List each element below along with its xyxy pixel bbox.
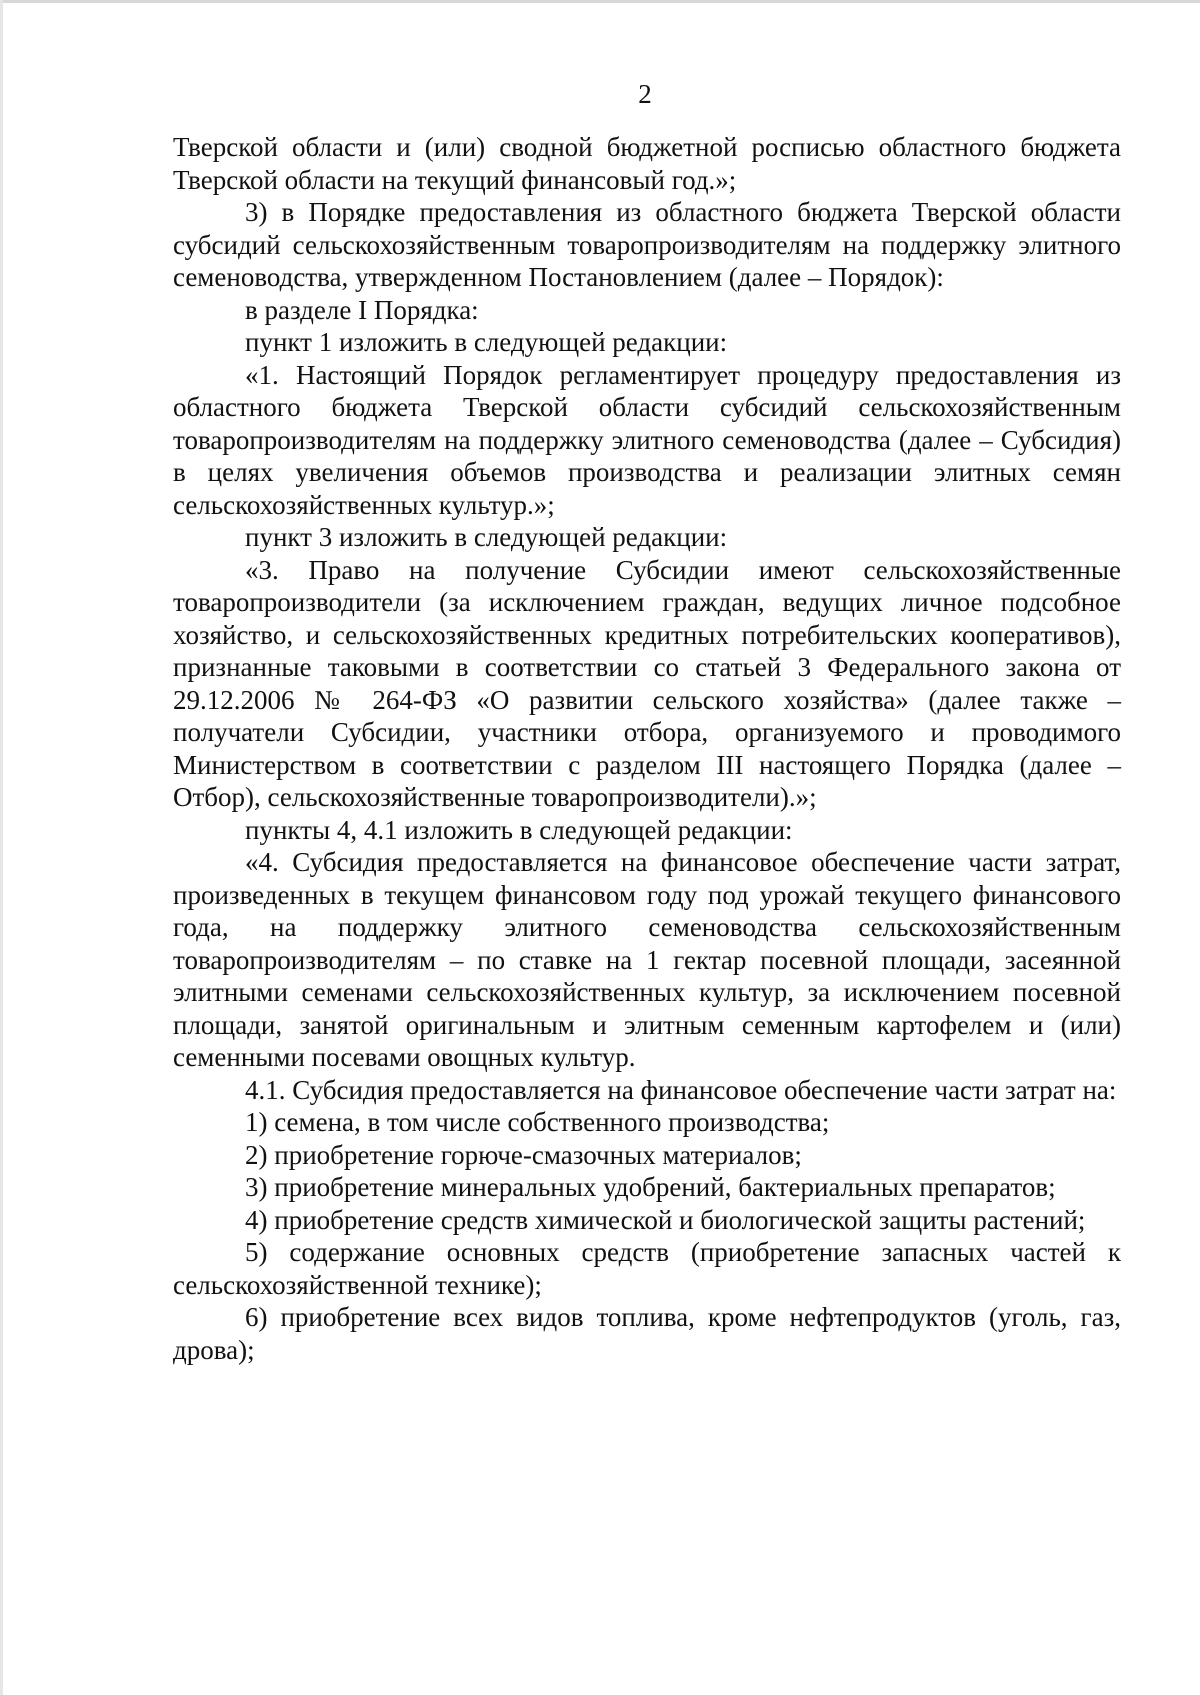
paragraph-section-heading: в разделе I Порядка:	[245, 294, 479, 325]
paragraph-point-1-intro: пункт 1 изложить в следующей редакции:	[245, 327, 728, 357]
page-number: 2	[638, 79, 652, 109]
scan-top-edge	[0, 0, 1200, 3]
paragraph-points-4-intro: пункты 4, 4.1 изложить в следующей редакции:	[245, 814, 793, 845]
list-item-6: 6) приобретение всех видов топлива, кроме нефтепродуктов (уголь, газ, дрова);	[173, 1302, 1121, 1365]
list-item-5: 5) содержание основных средств (приобретение запасных частей к сельскохозяйственной технике);	[173, 1237, 1121, 1300]
paragraph-point-3-text: «3. Право на получение Субсидии имеют сельскохозяйственные товаропроизводители (за исключением граждан, ведущих личное подсобное хозяйство, и сельскохозяйственных кредитных потребительских кооперативов), признанные таковыми в соответствии со статьей 3 Федерального закона от 29.12.2006 № 264-ФЗ «О развитии сельского хозяйства» (далее также – получатели Субсидии, участники отбора, организуемого и проводимого Министерством в соответствии с разделом III настоящего Порядка (далее – Отбор), сельскохозяйственные товаропроизводители).»;	[173, 554, 1121, 812]
paragraph-point-4-1-text: 4.1. Субсидия предоставляется на финансовое обеспечение части затрат на:	[245, 1074, 1117, 1105]
list-item-1: 1) семена, в том числе собственного производства;	[245, 1107, 830, 1137]
paragraph-continuation: Тверской области и (или) сводной бюджетной росписью областного бюджета Тверской области на текущий финансовый год.»;	[173, 132, 1121, 195]
list-item-2: 2) приобретение горюче-смазочных материалов;	[245, 1139, 802, 1170]
list-item-4: 4) приобретение средств химической и биологической защиты растений;	[245, 1204, 1086, 1235]
paragraph-point-1-text: «1. Настоящий Порядок регламентирует процедуру предоставления из областного бюджета Тверской области субсидий сельскохозяйственным товаропроизводителям на поддержку элитного семеноводства (далее – Субсидия) в целях увеличения объемов производства и реализации элитных семян сельскохозяйственных культур.»;	[173, 359, 1121, 520]
paragraph-point-3-intro: пункт 3 изложить в следующей редакции:	[245, 522, 728, 552]
list-item-3: 3) приобретение минеральных удобрений, бактериальных препаратов;	[245, 1172, 1056, 1202]
paragraph-item-3: 3) в Порядке предоставления из областного бюджета Тверской области субсидий сельскохозяйственным товаропроизводителям на поддержку элитного семеноводства, утвержденном Постановлением (далее – Порядок):	[173, 197, 1121, 292]
document-body	[173, 131, 1121, 1366]
paragraph-point-4-text: «4. Субсидия предоставляется на финансовое обеспечение части затрат, произведенных в текущем финансовом году под урожай текущего финансового года, на поддержку элитного семеноводства сельскохозяйственным товаропроизводителям – по ставке на 1 гектар посевной площади, засеянной элитными семенами сельскохозяйственных культур, за исключением посевной площади, занятой оригинальным и элитным семенным картофелем и (или) семенными посевами овощных культур.	[173, 847, 1121, 1072]
scan-left-edge	[0, 0, 3, 1695]
